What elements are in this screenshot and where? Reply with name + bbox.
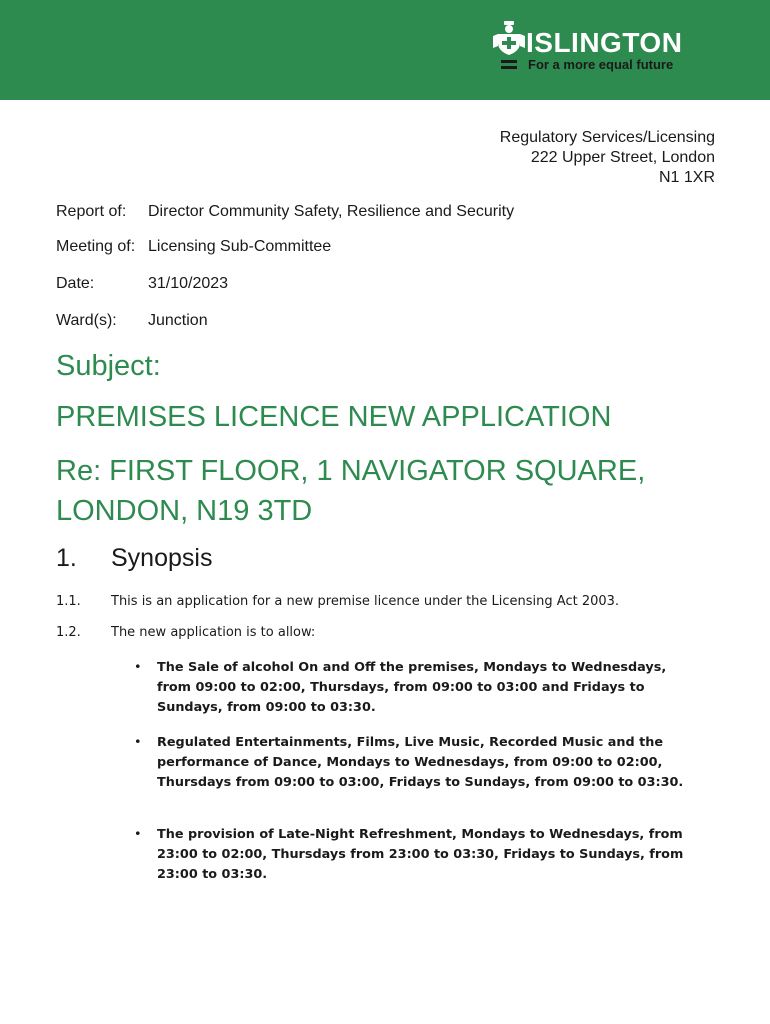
paragraph-text: This is an application for a new premise licence under the Licensing Act 2003. (111, 594, 620, 609)
report-of-value: Director Community Safety, Resilience and Security (148, 203, 515, 220)
bullet-icon: • (134, 827, 142, 842)
address-line: N1 1XR (658, 169, 715, 186)
paragraph-text: The new application is to allow: (111, 625, 316, 640)
council-crest-icon (492, 20, 526, 56)
page-header (0, 0, 770, 100)
date-label: Date: (56, 275, 95, 292)
subject-title: PREMISES LICENCE NEW APPLICATION (56, 401, 612, 433)
date-row (56, 274, 228, 294)
bullet-item-alcohol (134, 658, 694, 718)
meeting-of-row (56, 237, 331, 257)
meeting-of-value: Licensing Sub-Committee (148, 238, 332, 255)
bullet-text: The provision of Late-Night Refreshment, Mondays to Wednesdays, from 23:00 to 02:00, Thursdays from 23:00 to 03:30, Fridays to Sundays, from 23:00 to 03:30. (157, 827, 684, 882)
wards-label: Ward(s): (56, 312, 117, 329)
bullet-item-entertainment (134, 733, 694, 793)
wards-value: Junction (148, 312, 208, 329)
bullet-text: Regulated Entertainments, Films, Live Music, Recorded Music and the performance of Dance, Mondays to Wednesdays, from 09:00 to 02:00, Thursdays from 09:00 to 03:00, Fridays to Sundays, from 09:00 to 03:30. (157, 735, 684, 790)
paragraph-number: 1.1. (56, 594, 81, 609)
islington-logo (492, 18, 702, 78)
paragraph-1-2 (56, 625, 315, 641)
report-of-row (56, 202, 514, 222)
sender-address (500, 128, 715, 188)
logo-tagline: For a more equal future (528, 57, 674, 72)
bullet-icon: • (134, 735, 142, 750)
subject-address-line1: Re: FIRST FLOOR, 1 NAVIGATOR SQUARE, (56, 455, 646, 487)
report-of-label: Report of: (56, 203, 127, 220)
section-heading-synopsis (56, 543, 212, 573)
bullet-icon: • (134, 660, 142, 675)
logo-wordmark: ISLINGTON (526, 27, 683, 58)
date-value: 31/10/2023 (148, 275, 229, 292)
meeting-of-label: Meeting of: (56, 238, 136, 255)
subject-address-line2: LONDON, N19 3TD (56, 495, 313, 527)
section-number: 1. (56, 544, 77, 572)
paragraph-1-1 (56, 594, 619, 610)
bullet-item-late-night (134, 825, 694, 885)
address-line: 222 Upper Street, London (530, 149, 715, 166)
bullet-text: The Sale of alcohol On and Off the premises, Mondays to Wednesdays, from 09:00 to 02:00, Thursdays, from 09:00 to 03:00 and Fridays to Sundays, from 09:00 to 03:30. (157, 660, 667, 715)
address-line: Regulatory Services/Licensing (499, 129, 715, 146)
wards-row (56, 311, 208, 331)
equals-mark-icon (501, 60, 517, 70)
section-title: Synopsis (111, 544, 213, 572)
paragraph-number: 1.2. (56, 625, 81, 640)
subject-label: Subject: (56, 350, 161, 382)
